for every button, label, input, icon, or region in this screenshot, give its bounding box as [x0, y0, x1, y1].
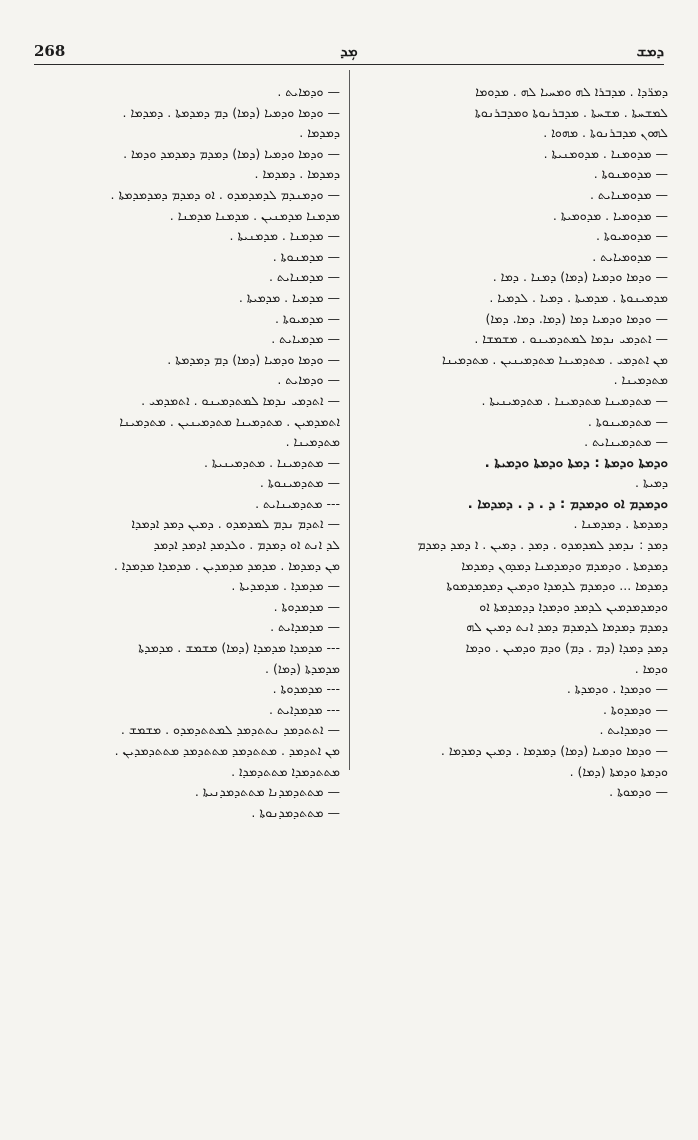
- entry-line: ܠܗܘܢ ܡܕܒܪܢܘܬܐ . ܡܗܘܐ .: [543, 125, 668, 141]
- entry-line: — ܘܕܡܕܘܬܐ .: [602, 701, 668, 717]
- header-center-entry: ܡܼܕ: [340, 42, 358, 60]
- entry-line: — ܡܕܡܢܘܬܐ .: [272, 248, 340, 264]
- entry-line: ܠܡܫܚܬܐ . ܡܫܚܬܐ . ܡܕܒܪܢܘܬܐ ܘܡܕܒܪܢܘܬܐ: [474, 104, 668, 120]
- entry-line: ܘܕܡܐ .: [634, 660, 668, 676]
- entry-line: --- ܡܕܡܕܘܬܐ .: [272, 681, 340, 697]
- entry-line: — ܡܕܡܝܘܬܐ .: [274, 310, 340, 326]
- entry-line: ܕܡܕ : ܢܕܡܕ ܠܡܕܡܕܘ . ܕܡܕ . ܕܡܝܢ . ܐ ܕܡܕ ܕܡܕܡ: [417, 537, 668, 553]
- entry-line: — ܐܬܕܡ ܢܕܡ ܠܡܕܡܕܘ . ܕܡܝܢ ܕܡܕ ܐܕܡܕܐ: [131, 516, 340, 532]
- entry-line: — ܡܬܬܕܡܕܢܐ ܡܬܬܕܡܕܢܝܬܐ .: [194, 784, 340, 800]
- entry-line: — ܡܕܘܡܢܐ . ܡܕܘܡܢܝܬܐ .: [543, 145, 668, 161]
- entry-line: — ܘܕܡܐ ܘܕܡܝܐ (ܕܡܐ) ܕܡܢܐ . ܕܡܐ .: [492, 269, 668, 285]
- entry-line: — ܡܬܕܡܝܢܐ . ܡܬܕܡܝܢܝܬܐ .: [203, 454, 340, 470]
- entry-line: — ܘܕܡܐܝܬ .: [277, 372, 340, 388]
- entry-line: ܕܡܕܡܐ .: [299, 125, 340, 141]
- entry-line: ܡܢ ܐܬܕܡܕ . ܡܬܬܕܡܕ ܡܬܬܕܡܕ ܡܬܬܕܡܕܝܢ .: [114, 743, 340, 758]
- entry-line: — ܘܕܡܐ ܘܕܡܝܐ (ܕܡܐ) ܕܡ ܕܡܕܡܬܐ .: [167, 351, 340, 367]
- entry-line: — ܘܕܡܐܝܬ .: [277, 84, 340, 99]
- entry-line: — ܡܕܡܝܐ . ܡܕܡܝܬܐ .: [238, 289, 340, 305]
- entry-line: ܕܡܕܡ ܕܡܕܡܐ ܠܕܡܕܡ ܕܡܕ ܐܢܬ ܕܡܝܢ ܠܗ: [466, 619, 668, 635]
- entry-line: — ܡܕܘܡܝܘܬܐ .: [595, 228, 668, 244]
- page-number: 268: [34, 42, 66, 60]
- entry-line: ܘܕܡܬܐ ܘܕܡܬܐ : ܕܡܬܐ ܘܕܡܬܐ ܘܕܡܝܬܐ .: [484, 454, 668, 471]
- entry-line: ܕܡܕܡܐ ... ܘܕܡܕܡ ܠܕܡܕܐ ܘܕܡܝܢ ܕܡܕܡܕܡܘܬܐ: [446, 578, 668, 594]
- entry-line: --- ܡܬܕܡܝܢܐܝܬ .: [255, 495, 340, 511]
- entry-line: — ܡܬܕܡܝܢܐܝܬ .: [584, 434, 668, 450]
- entry-line: — ܡܬܬܕܡܕܢܘܬܐ .: [251, 804, 340, 820]
- entry-line: — ܐܬܕܡܝ ܢܕܡܐ ܠܡܬܕܡܝܢܘ . ܡܫܡܫܐ .: [474, 331, 668, 347]
- entry-line: — ܘܕܡܐ ܘܕܡܝܐ (ܕܡܐ) ܕܡܕܡ ܕܡܕܡܕ ܘܕܡܐ .: [123, 145, 340, 161]
- entry-line: --- ܡܕܡܕܐ ܡܕܡܕܐ (ܕܡܐ) ܡܫܡܫ . ܡܕܡܕܬܐ: [138, 640, 340, 656]
- entry-line: ܕܡܝܬܐ .: [635, 475, 668, 491]
- entry-line: ܡܬܕܡܝܢܐ .: [285, 434, 340, 450]
- entry-line: — ܡܬܕܡܝܢܘܬܐ .: [587, 413, 668, 429]
- entry-line: — ܘܕܡܐ ܘܕܡܝܐ (ܕܡܐ) ܕܡܕܡܐ . ܕܡܝܢ ܕܡܕܡܐ .: [440, 743, 668, 758]
- entry-line: — ܘܕܡܐ ܘܕܡܝܐ (ܕܡܐ) ܕܡ ܕܡܕܡܬܐ . ܕܡܕܡܐ .: [122, 104, 340, 120]
- entry-line: — ܘܕܡܢܕܡ ܠܕܡܕܡܕܘ . ܐܘ ܕܡܕܡ ܕܡܕܡܕܡܬܐ .: [110, 186, 340, 202]
- entry-line: ܐܬܡܕܡܝܢ . ܡܬܕܡܝܢܐ ܡܬܕܡܝܢܝܢ . ܡܬܕܡܝܢܐ: [119, 413, 340, 429]
- entry-line: ܠܕ ܐܢܬ ܐܘ ܕܡܕܡ . ܘܠܕܡܕ ܐܕܡܕ ܐܕܡܕ: [153, 537, 340, 553]
- entry-line: ܡܕܡܕܬܐ (ܕܡܐ) .: [265, 660, 340, 676]
- page-header: [34, 38, 664, 65]
- entry-line: — ܡܕܡܕܐܝܬ .: [270, 619, 340, 635]
- entry-line: — ܡܕܘܡܢܘܬܐ .: [593, 166, 668, 182]
- entry-line: — ܘܕܡܘܬܐ .: [609, 784, 668, 800]
- entry-line: ܕܡܕܡܬܐ . ܕܡܕܡܢܐ .: [573, 516, 668, 532]
- entry-line: — ܘܕܡܐ ܘܕܡܝܐ ܕܡܐ (ܕܡܐ. ܕܡܐ. ܕܡܐ): [485, 310, 668, 326]
- entry-line: --- ܡܕܡܕܐܝܬ .: [269, 701, 340, 717]
- header-running-head: ܕܡܫ: [636, 42, 664, 60]
- left-column: [40, 82, 340, 823]
- entry-line: ܘܕܡܕܡܕܡܝܢ ܠܕܡܕ ܘܕܡܕܐ ܕܕܡܕܡܬܐ ܐܘ: [479, 598, 668, 614]
- entry-line: — ܡܕܘܡܝܐܝܬ .: [592, 248, 668, 264]
- entry-line: — ܐܬܕܡܝ ܢܕܡܐ ܠܡܬܕܡܝܢܘ . ܐܬܡܕܡܝ .: [141, 392, 340, 408]
- entry-line: — ܡܕܡܕܐ . ܡܕܡܕܝܬܐ .: [231, 578, 340, 594]
- entry-line: — ܘܕܡܕܐܝܬ .: [599, 722, 668, 738]
- entry-line: ܡܢ ܕܡܕܡܐ . ܡܕܡܕ ܡܕܡܕܝܢ . ܡܕܡܕܐ ܡܕܡܕܐ .: [113, 557, 340, 573]
- column-divider: [349, 70, 350, 770]
- entry-line: ܕܡܕ ܕܡܕܐ (ܕܡ . ܕܡ) ܘܕܡ ܘܕܡܝܢ . ܘܕܡܐ: [465, 640, 668, 656]
- entry-line: ܘܕܡܕܡ ܐܘ ܘܕܡܕܡ : ܕ . ܕ . ܕܡܕܡܐ .: [467, 495, 668, 512]
- entry-line: — ܡܕܡܕܘܬܐ .: [273, 598, 340, 614]
- entry-line: — ܡܕܘܡܝܐ . ܡܕܘܡܝܬܐ .: [552, 207, 668, 223]
- entry-line: ܡܬܕܡܝܢܐ .: [613, 372, 668, 388]
- entry-line: ܡܬܬܕܡܕܐ ܡܬܬܕܡܕܐ .: [231, 763, 340, 779]
- entry-line: — ܡܕܡܢܐܝܬ .: [268, 269, 340, 285]
- entry-line: ܘܕܡܬܐ ܘܕܡܬܐ (ܕܡܐ) .: [569, 763, 668, 779]
- entry-line: — ܡܕܘܡܢܐܝܬ .: [589, 186, 668, 202]
- entry-line: — ܡܕܡܝܐܝܬ .: [271, 331, 340, 347]
- entry-line: — ܘܕܡܕܐ . ܘܕܡܕܬܐ .: [566, 681, 668, 697]
- right-column: [368, 82, 668, 803]
- entry-line: — ܡܬܕܡܝܢܐ ܡܬܕܡܝܢܐ . ܡܬܕܡܝܢܝܬܐ .: [481, 392, 668, 408]
- entry-line: — ܡܕܡܢܐ . ܡܕܡܢܝܬܐ .: [229, 228, 340, 244]
- entry-line: ܡܕܡܢܐ ܡܕܡܢܝܢ . ܡܕܡܢܐ ܡܕܡܢܐ .: [169, 207, 340, 223]
- entry-line: — ܐܬܬܕܡܕ ܢܬܬܕܡܕ ܠܡܬܬܕܡܕܘ . ܡܫܡܫ .: [120, 722, 340, 738]
- entry-line: ܕܡܕܡܬܐ . ܘܕܡܕܡ ܘܕܡܕܡܢܐ ܕܡܕܘܢ ܕܡܕܡܐ: [461, 557, 668, 573]
- entry-line: ܕܡܪ̈ܕܐ . ܡܕܒܪܐ ܠܗ ܘܡܚܝܐ ܠܗ . ܡܕܘܡܐ: [475, 84, 668, 99]
- entry-line: ܡܢ ܐܬܕܡܝ . ܡܬܕܡܝܢܐ ܡܬܕܡܝܢܝܢ . ܡܬܕܡܝܢܐ: [441, 351, 668, 367]
- entry-line: ܕܡܕܡܐ . ܕܡܕܡܐ .: [254, 166, 340, 182]
- entry-line: — ܡܬܕܡܝܢܘܬܐ .: [259, 475, 340, 491]
- entry-line: ܡܕܡܝܢܘܬܐ . ܡܕܡܝܬܐ . ܕܡܝܐ . ܠܕܡܝܐ .: [489, 289, 668, 305]
